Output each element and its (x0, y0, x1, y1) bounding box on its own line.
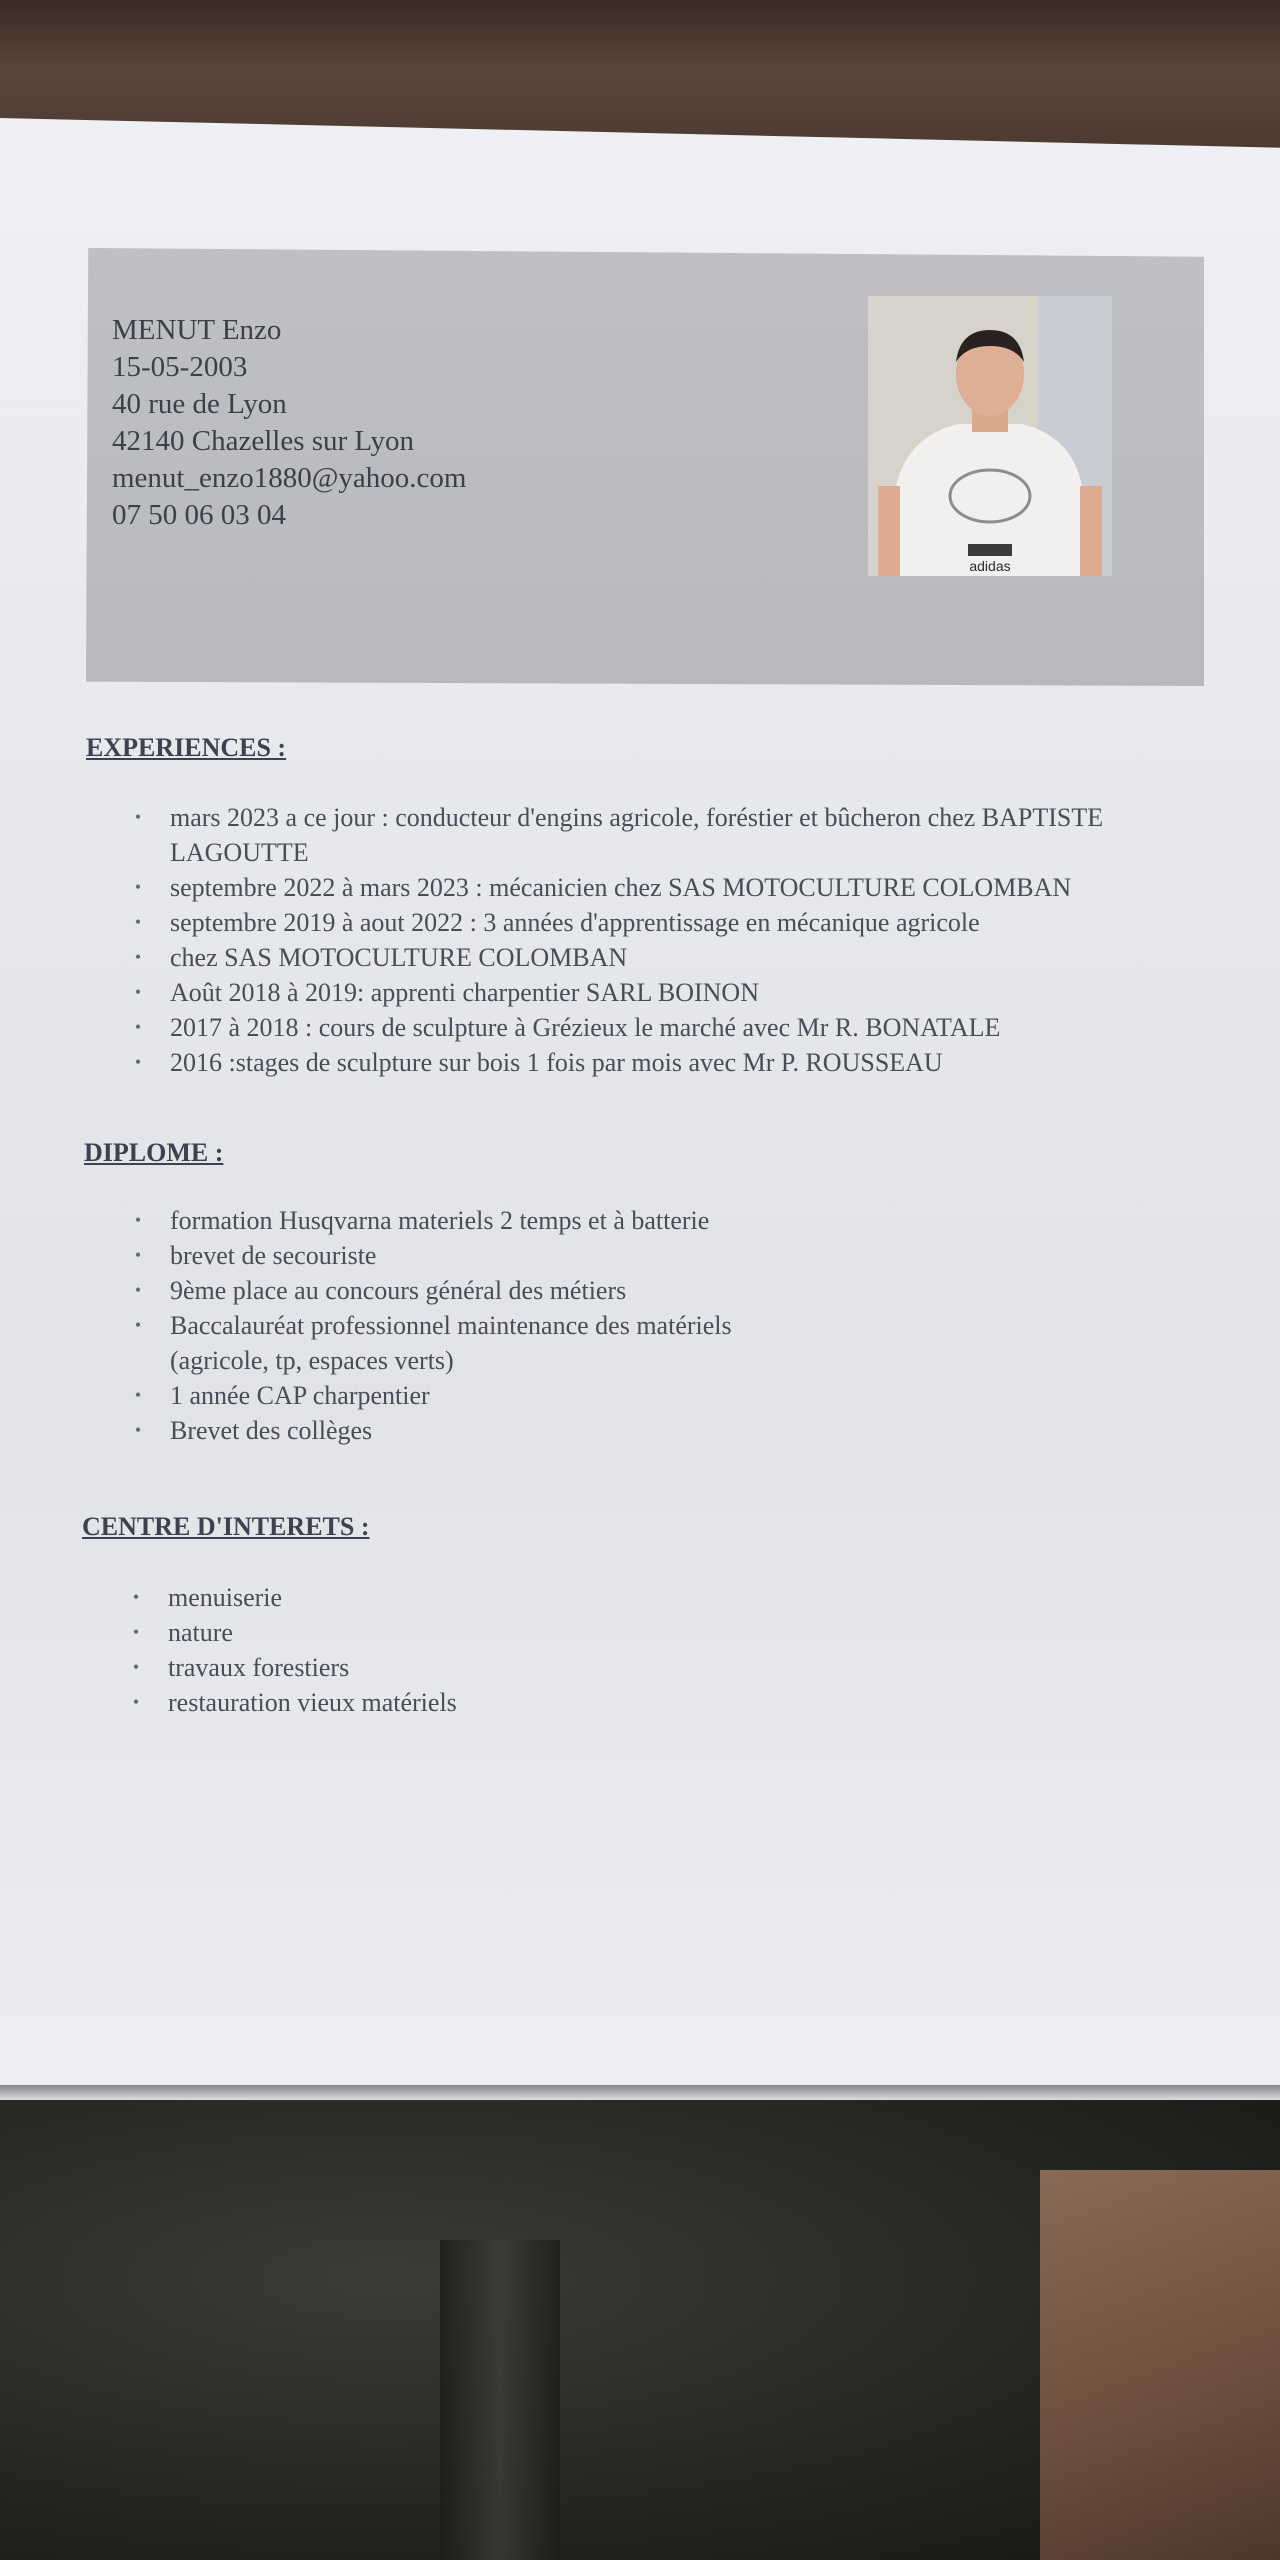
experience-item-text: septembre 2019 à aout 2022 : 3 années d'apprentissage en mécanique agricole (170, 908, 980, 937)
bullet-icon: • (134, 1280, 142, 1300)
interet-item (126, 1650, 926, 1685)
diplome-item-text: 1 année CAP charpentier (170, 1381, 430, 1410)
email-address: menut_enzo1880@yahoo.com (112, 462, 467, 494)
diplome-item (128, 1413, 1128, 1448)
candidate-photo (868, 296, 1112, 576)
phone-number: 07 50 06 03 04 (112, 499, 286, 531)
street-address: 40 rue de Lyon (112, 388, 287, 420)
bullet-icon: • (134, 947, 142, 967)
diplome-item-text-continued: (agricole, tp, espaces verts) (170, 1346, 454, 1375)
candidate-name: MENUT Enzo (112, 314, 282, 346)
experience-item (128, 870, 1208, 905)
bullet-icon: • (134, 1420, 142, 1440)
paper-edge-shadow (0, 2085, 1280, 2103)
bullet-icon: • (134, 1052, 142, 1072)
experience-item-text: Août 2018 à 2019: apprenti charpentier SARL BOINON (170, 978, 759, 1007)
experience-item (128, 800, 1208, 870)
interets-list (126, 1580, 926, 1720)
experience-item (128, 1010, 1208, 1045)
experience-item-text-continued: LAGOUTTE (170, 838, 309, 867)
bullet-icon: • (134, 912, 142, 932)
experience-item-text: mars 2023 a ce jour : conducteur d'engins agricole, foréstier et bûcheron chez BAPTISTE (170, 803, 1104, 832)
interet-item (126, 1685, 926, 1720)
diplome-item-text: brevet de secouriste (170, 1241, 377, 1270)
bullet-icon: • (132, 1622, 140, 1642)
bullet-icon: • (132, 1692, 140, 1712)
floor-corner (1040, 2170, 1280, 2560)
experience-item (128, 1045, 1208, 1080)
bullet-icon: • (132, 1657, 140, 1677)
diplome-item-text: 9ème place au concours général des métiers (170, 1276, 627, 1305)
diplome-item-text: Brevet des collèges (170, 1416, 373, 1445)
bullet-icon: • (134, 982, 142, 1002)
bullet-icon: • (134, 1315, 142, 1335)
experience-item-text: 2016 :stages de sculpture sur bois 1 fois par mois avec Mr P. ROUSSEAU (170, 1048, 943, 1077)
experience-item (128, 905, 1208, 940)
city-address: 42140 Chazelles sur Lyon (112, 425, 415, 457)
interet-item (126, 1615, 926, 1650)
diplome-list (128, 1203, 1128, 1448)
interet-item (126, 1580, 926, 1615)
diplome-item (128, 1273, 1128, 1308)
diplome-item (128, 1378, 1128, 1413)
interets-heading: CENTRE D'INTERETS : (82, 1512, 370, 1541)
experiences-list (128, 800, 1208, 1080)
experience-item-text: septembre 2022 à mars 2023 : mécanicien chez SAS MOTOCULTURE COLOMBAN (170, 873, 1072, 902)
birthdate: 15-05-2003 (112, 351, 248, 383)
experience-item-text: 2017 à 2018 : cours de sculpture à Grézieux le marché avec Mr R. BONATALE (170, 1013, 1001, 1042)
bullet-icon: • (134, 1245, 142, 1265)
experience-item (128, 975, 1208, 1010)
experiences-heading: EXPERIENCES : (86, 733, 287, 762)
diplome-item-text: formation Husqvarna materiels 2 temps et à batterie (170, 1206, 710, 1235)
bullet-icon: • (134, 1385, 142, 1405)
interet-item-text: travaux forestiers (168, 1653, 350, 1682)
bullet-icon: • (134, 807, 142, 827)
contact-block (112, 312, 812, 534)
bullet-icon: • (132, 1587, 140, 1607)
bullet-icon: • (134, 1017, 142, 1037)
diplome-item (128, 1203, 1128, 1238)
fabric-fold (440, 2240, 560, 2560)
diplome-item-text: Baccalauréat professionnel maintenance des matériels (170, 1311, 732, 1340)
experience-item-text: chez SAS MOTOCULTURE COLOMBAN (170, 943, 628, 972)
bullet-icon: • (134, 1210, 142, 1230)
experience-item (128, 940, 1208, 975)
diplome-item (128, 1238, 1128, 1273)
shirt-brand-text: adidas (969, 558, 1011, 574)
bullet-icon: • (134, 877, 142, 897)
diplome-heading: DIPLOME : (84, 1138, 224, 1167)
interet-item-text: nature (168, 1618, 233, 1647)
interet-item-text: restauration vieux matériels (168, 1688, 457, 1717)
interet-item-text: menuiserie (168, 1583, 283, 1612)
diplome-item (128, 1308, 1128, 1378)
